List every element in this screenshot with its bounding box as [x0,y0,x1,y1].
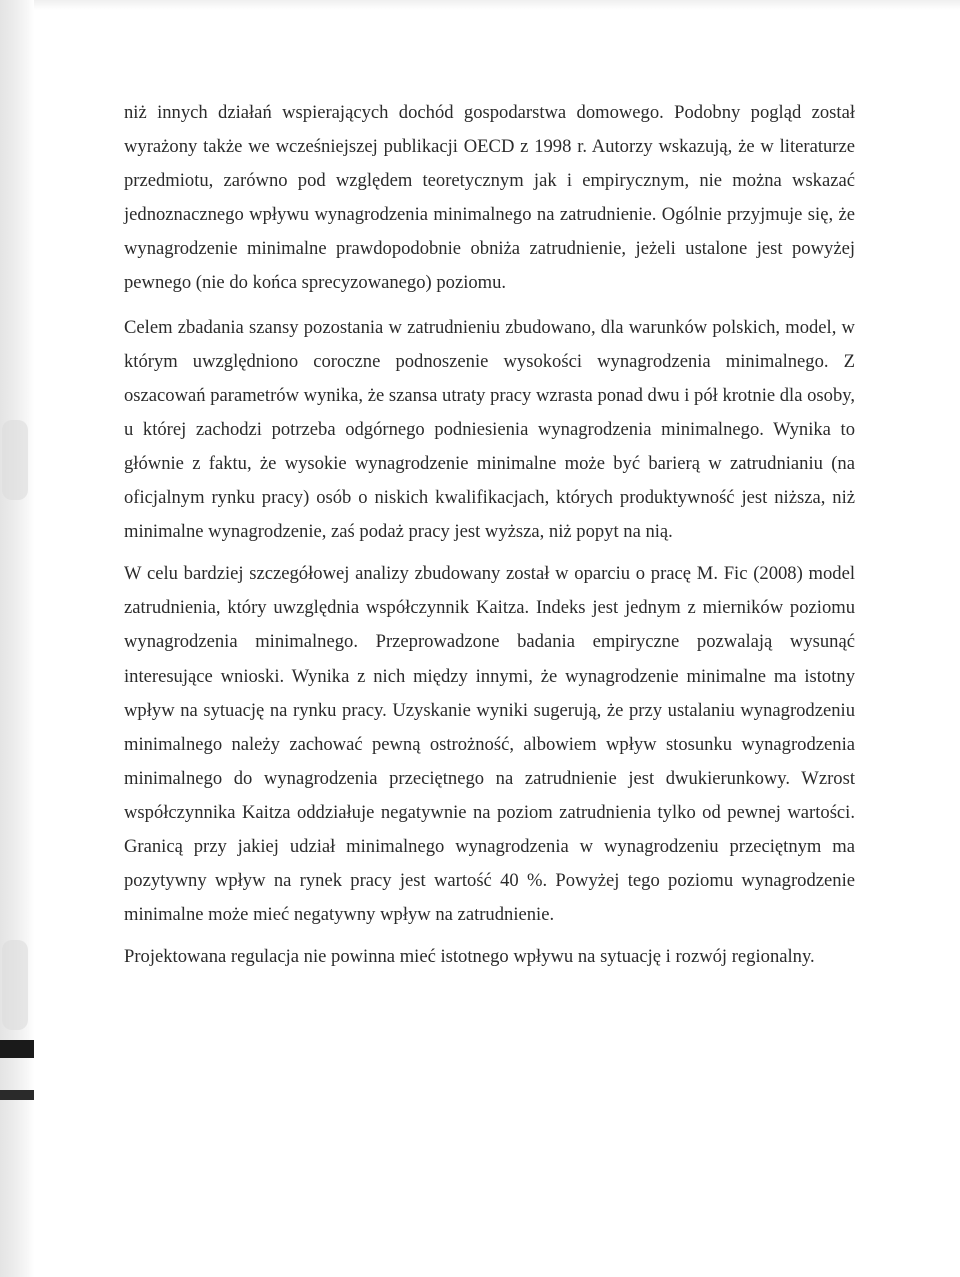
paragraph: Projektowana regulacja nie powinna mieć istotnego wpływu na sytuację i rozwój regionalny. [124,946,815,968]
scan-smudge [2,940,28,1030]
scan-binding-mark [0,1090,34,1100]
paragraph: Celem zbadania szansy pozostania w zatrudnieniu zbudowano, dla warunków polskich, model, w którym uwzględniono coroczne podnoszenie wysokości wynagrodzenia minimalnego. Z oszacowań parametrów wynika, że szansa utraty pracy wzrasta ponad dwu i pół krotnie dla osoby, u której zachodzi potrzeba odgórnego podniesienia wynagrodzenia minimalnego. Wynika to głównie z faktu, że wysokie wynagrodzenie minimalne może być barierą w zatrudnianiu (na oficjalnym rynku pracy) osób o niskich kwalifikacjach, których produktywność jest niższa, niż minimalne wynagrodzenie, zaś podaż pracy jest wyższa, niż popyt na nią. [124,316,855,543]
paragraph: W celu bardziej szczegółowej analizy zbudowany został w oparciu o pracę M. Fic (2008) model zatrudnienia, który uwzględnia współczynnik Kaitza. Indeks jest jednym z mierników poziomu wynagrodzenia minimalnego. Przeprowadzone badania empiryczne pozwalają wysunąć interesujące wnioski. Wynika z nich między innymi, że wynagrodzenie minimalne ma istotny wpływ na sytuację na rynku pracy. Uzyskanie wyniki sugerują, że przy ustalaniu wynagrodzeniu minimalnego należy zachować pewną ostrożność, albowiem wpływ stosunku wynagrodzenia minimalnego do wynagrodzenia przeciętnego na zatrudnienie jest dwukierunkowy. Wzrost współczynnika Kaitza oddziałuje negatywnie na poziom zatrudnienia tylko od pewnej wartości. Granicą przy jakiej udział minimalnego wynagrodzenia w wynagrodzeniu przeciętnym ma pozytywny wpływ na rynek pracy jest wartość 40 %. Powyżej tego poziomu wynagrodzenie minimalne może mieć negatywny wpływ na zatrudnienie. [124,563,855,926]
scan-binding-mark [0,1040,34,1058]
scan-left-edge [0,0,34,1277]
document-body [124,96,855,974]
scan-top-shadow [0,0,960,10]
scan-smudge [2,420,28,500]
paragraph: niż innych działań wspierających dochód gospodarstwa domowego. Podobny pogląd został wyrażony także we wcześniejszej publikacji OECD z 1998 r. Autorzy wskazują, że w literaturze przedmiotu, zarówno pod względem teoretycznym jak i empirycznym, nie można wskazać jednoznacznego wpływu wynagrodzenia minimalnego na zatrudnienie. Ogólnie przyjmuje się, że wynagrodzenie minimalne prawdopodobnie obniża zatrudnienie, jeżeli ustalone jest powyżej pewnego (nie do końca sprecyzowanego) poziomu. [124,102,855,294]
